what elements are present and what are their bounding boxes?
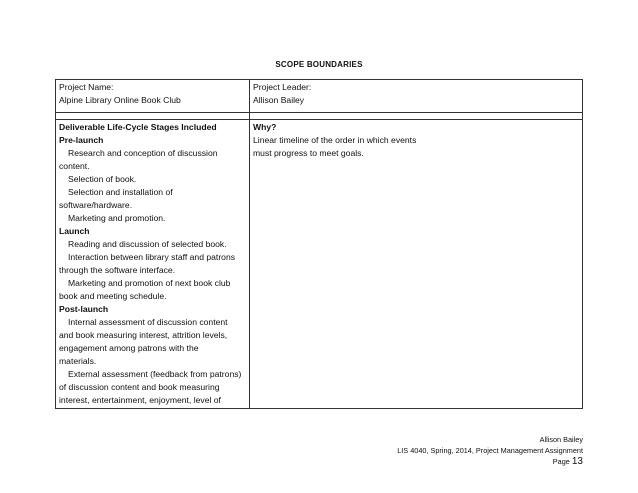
list-item: Interaction between library staff and patrons — [68, 252, 236, 262]
list-item: Marketing and promotion. — [68, 213, 166, 223]
stage-postlaunch: Post-launch — [59, 304, 109, 314]
spacer-row — [56, 113, 583, 120]
table-row — [56, 120, 583, 409]
list-item: Internal assessment of discussion content — [68, 317, 228, 327]
list-item: and book measuring interest, attrition levels, — [59, 330, 228, 340]
why-text: must progress to meet goals. — [253, 148, 364, 158]
footer-page-number: 13 — [571, 456, 583, 467]
why-header: Why? — [253, 122, 277, 132]
project-name-value: Alpine Library Online Book Club — [59, 95, 181, 105]
list-item: through the software interface. — [59, 265, 176, 275]
list-item: Selection and installation of — [68, 187, 173, 197]
scope-table — [55, 79, 583, 409]
page-footer — [397, 434, 583, 467]
page-title: SCOPE BOUNDARIES — [275, 60, 363, 69]
project-name-cell — [56, 80, 250, 113]
deliverables-cell — [56, 120, 250, 409]
list-item: Marketing and promotion of next book club — [68, 278, 231, 288]
footer-course: LIS 4040, Spring, 2014, Project Management Assignment — [397, 446, 583, 455]
footer-page — [397, 456, 583, 467]
list-item: Reading and discussion of selected book. — [68, 239, 227, 249]
list-item: content. — [59, 161, 90, 171]
project-leader-cell — [250, 80, 583, 113]
footer-page-label: Page — [552, 457, 570, 466]
table-row — [56, 80, 583, 113]
list-item: software/hardware. — [59, 200, 133, 210]
stage-launch: Launch — [59, 226, 90, 236]
project-leader-value: Allison Bailey — [253, 95, 305, 105]
list-item: of discussion content and book measuring — [59, 382, 220, 392]
list-item: External assessment (feedback from patrons) — [68, 369, 242, 379]
footer-author: Allison Bailey — [539, 435, 583, 444]
project-leader-label: Project Leader: — [253, 82, 312, 92]
list-item: book and meeting schedule. — [59, 291, 167, 301]
list-item: Research and conception of discussion — [68, 148, 218, 158]
deliverables-header: Deliverable Life-Cycle Stages Included — [59, 122, 217, 132]
why-text: Linear timeline of the order in which events — [253, 135, 417, 145]
why-cell — [250, 120, 583, 409]
list-item: Selection of book. — [68, 174, 137, 184]
list-item: engagement among patrons with the — [59, 343, 199, 353]
list-item: materials. — [59, 356, 97, 366]
list-item: interest, entertainment, enjoyment, level of — [59, 395, 221, 405]
stage-prelaunch: Pre-launch — [59, 135, 104, 145]
project-name-label: Project Name: — [59, 82, 114, 92]
